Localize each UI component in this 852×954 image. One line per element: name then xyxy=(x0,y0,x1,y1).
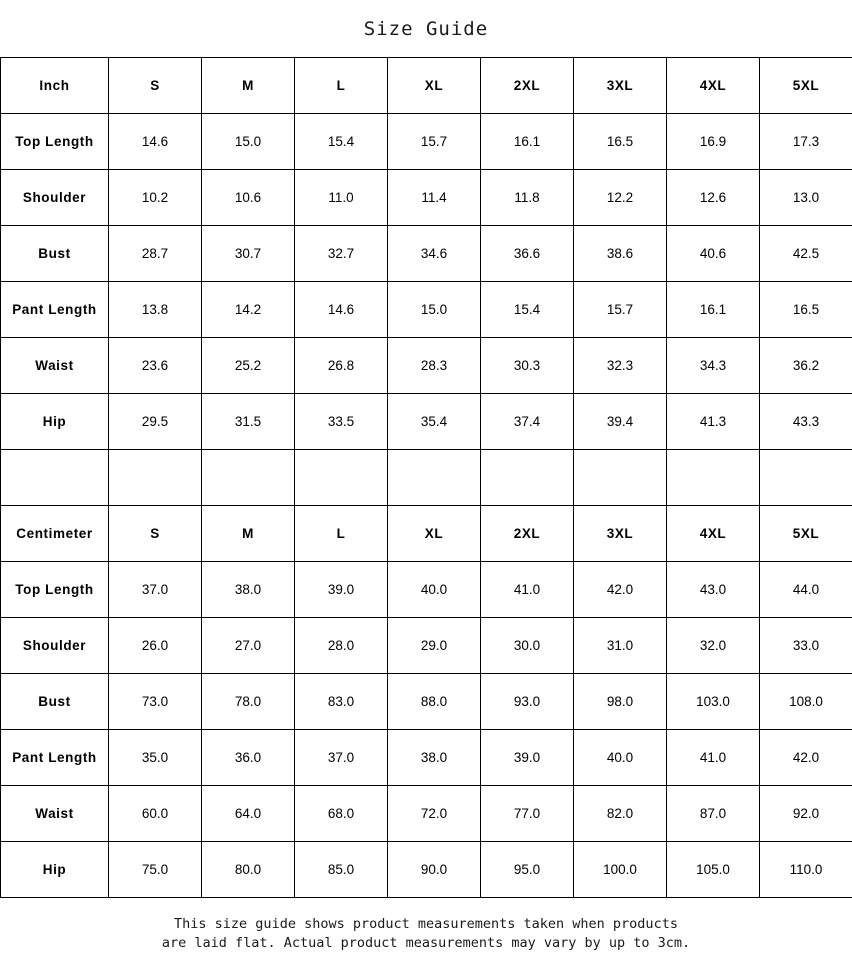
cell-value: 17.3 xyxy=(760,113,852,169)
cell-value: 39.0 xyxy=(295,561,388,617)
cell-value: 85.0 xyxy=(295,841,388,897)
table-row xyxy=(1,225,852,281)
cell-value: 25.2 xyxy=(202,337,295,393)
cell-value: 38.0 xyxy=(388,729,481,785)
cell-value: 32.3 xyxy=(574,337,667,393)
column-header-4xl: 4XL xyxy=(667,505,760,561)
cell-value: 23.6 xyxy=(109,337,202,393)
cell-value: 90.0 xyxy=(388,841,481,897)
cell-value: 88.0 xyxy=(388,673,481,729)
cell-value: 95.0 xyxy=(481,841,574,897)
cell-value: 15.7 xyxy=(574,281,667,337)
cell-value: 100.0 xyxy=(574,841,667,897)
spacer-cell xyxy=(760,449,852,505)
cell-value: 26.0 xyxy=(109,617,202,673)
column-header-5xl: 5XL xyxy=(760,57,852,113)
cell-value: 41.0 xyxy=(667,729,760,785)
column-header-3xl: 3XL xyxy=(574,57,667,113)
unit-label-inch: Inch xyxy=(1,57,109,113)
footer-note xyxy=(0,898,852,954)
cell-value: 41.0 xyxy=(481,561,574,617)
cell-value: 11.4 xyxy=(388,169,481,225)
cell-value: 35.4 xyxy=(388,393,481,449)
cell-value: 40.0 xyxy=(574,729,667,785)
row-label: Pant Length xyxy=(1,281,109,337)
cell-value: 30.0 xyxy=(481,617,574,673)
cell-value: 14.2 xyxy=(202,281,295,337)
spacer-cell xyxy=(574,449,667,505)
cell-value: 28.0 xyxy=(295,617,388,673)
cell-value: 37.0 xyxy=(109,561,202,617)
cell-value: 12.2 xyxy=(574,169,667,225)
cell-value: 13.8 xyxy=(109,281,202,337)
cell-value: 28.7 xyxy=(109,225,202,281)
row-label: Top Length xyxy=(1,561,109,617)
cell-value: 98.0 xyxy=(574,673,667,729)
cell-value: 35.0 xyxy=(109,729,202,785)
cell-value: 32.0 xyxy=(667,617,760,673)
column-header-5xl: 5XL xyxy=(760,505,852,561)
cell-value: 37.0 xyxy=(295,729,388,785)
column-header-2xl: 2XL xyxy=(481,57,574,113)
cell-value: 110.0 xyxy=(760,841,852,897)
cell-value: 103.0 xyxy=(667,673,760,729)
table-row xyxy=(1,169,852,225)
cell-value: 15.7 xyxy=(388,113,481,169)
cell-value: 11.0 xyxy=(295,169,388,225)
cell-value: 29.0 xyxy=(388,617,481,673)
column-header-m: M xyxy=(202,57,295,113)
cell-value: 33.0 xyxy=(760,617,852,673)
cell-value: 31.5 xyxy=(202,393,295,449)
cell-value: 40.0 xyxy=(388,561,481,617)
cell-value: 42.0 xyxy=(574,561,667,617)
cell-value: 36.6 xyxy=(481,225,574,281)
cell-value: 39.0 xyxy=(481,729,574,785)
column-header-s: S xyxy=(109,505,202,561)
cell-value: 92.0 xyxy=(760,785,852,841)
row-label: Top Length xyxy=(1,113,109,169)
cell-value: 41.3 xyxy=(667,393,760,449)
row-label: Bust xyxy=(1,225,109,281)
cell-value: 44.0 xyxy=(760,561,852,617)
cell-value: 72.0 xyxy=(388,785,481,841)
cell-value: 43.3 xyxy=(760,393,852,449)
table-header-row-centimeter xyxy=(1,505,852,561)
cell-value: 30.3 xyxy=(481,337,574,393)
column-header-l: L xyxy=(295,57,388,113)
column-header-m: M xyxy=(202,505,295,561)
cell-value: 73.0 xyxy=(109,673,202,729)
cell-value: 38.6 xyxy=(574,225,667,281)
table-header-row-inch xyxy=(1,57,852,113)
cell-value: 16.9 xyxy=(667,113,760,169)
row-label: Hip xyxy=(1,393,109,449)
spacer-cell xyxy=(388,449,481,505)
cell-value: 108.0 xyxy=(760,673,852,729)
cell-value: 77.0 xyxy=(481,785,574,841)
cell-value: 38.0 xyxy=(202,561,295,617)
cell-value: 36.0 xyxy=(202,729,295,785)
cell-value: 11.8 xyxy=(481,169,574,225)
cell-value: 64.0 xyxy=(202,785,295,841)
row-label: Bust xyxy=(1,673,109,729)
cell-value: 16.1 xyxy=(667,281,760,337)
cell-value: 32.7 xyxy=(295,225,388,281)
cell-value: 42.0 xyxy=(760,729,852,785)
cell-value: 37.4 xyxy=(481,393,574,449)
column-header-4xl: 4XL xyxy=(667,57,760,113)
table-row xyxy=(1,281,852,337)
size-guide-table xyxy=(0,57,852,898)
spacer-cell xyxy=(481,449,574,505)
cell-value: 16.1 xyxy=(481,113,574,169)
spacer-cell xyxy=(109,449,202,505)
cell-value: 36.2 xyxy=(760,337,852,393)
spacer-cell xyxy=(295,449,388,505)
cell-value: 75.0 xyxy=(109,841,202,897)
table-row xyxy=(1,785,852,841)
table-row xyxy=(1,729,852,785)
cell-value: 34.3 xyxy=(667,337,760,393)
cell-value: 13.0 xyxy=(760,169,852,225)
footer-note-line1: This size guide shows product measurements taken when products xyxy=(174,915,678,932)
cell-value: 80.0 xyxy=(202,841,295,897)
table-row xyxy=(1,841,852,897)
table-row xyxy=(1,561,852,617)
cell-value: 14.6 xyxy=(109,113,202,169)
row-label: Waist xyxy=(1,337,109,393)
cell-value: 14.6 xyxy=(295,281,388,337)
cell-value: 29.5 xyxy=(109,393,202,449)
column-header-l: L xyxy=(295,505,388,561)
spacer-cell xyxy=(202,449,295,505)
row-label: Shoulder xyxy=(1,617,109,673)
cell-value: 43.0 xyxy=(667,561,760,617)
cell-value: 27.0 xyxy=(202,617,295,673)
column-header-xl: XL xyxy=(388,505,481,561)
cell-value: 16.5 xyxy=(574,113,667,169)
cell-value: 93.0 xyxy=(481,673,574,729)
cell-value: 40.6 xyxy=(667,225,760,281)
cell-value: 15.4 xyxy=(481,281,574,337)
row-label: Pant Length xyxy=(1,729,109,785)
cell-value: 78.0 xyxy=(202,673,295,729)
cell-value: 68.0 xyxy=(295,785,388,841)
column-header-2xl: 2XL xyxy=(481,505,574,561)
table-row xyxy=(1,673,852,729)
cell-value: 10.6 xyxy=(202,169,295,225)
cell-value: 28.3 xyxy=(388,337,481,393)
cell-value: 87.0 xyxy=(667,785,760,841)
table-row xyxy=(1,337,852,393)
cell-value: 34.6 xyxy=(388,225,481,281)
table-row xyxy=(1,393,852,449)
column-header-s: S xyxy=(109,57,202,113)
table-row xyxy=(1,617,852,673)
cell-value: 31.0 xyxy=(574,617,667,673)
page-title: Size Guide xyxy=(363,18,489,40)
table-spacer-row xyxy=(1,449,852,505)
cell-value: 83.0 xyxy=(295,673,388,729)
cell-value: 33.5 xyxy=(295,393,388,449)
row-label: Shoulder xyxy=(1,169,109,225)
cell-value: 42.5 xyxy=(760,225,852,281)
cell-value: 15.0 xyxy=(202,113,295,169)
cell-value: 30.7 xyxy=(202,225,295,281)
footer-note-line2: are laid flat. Actual product measurements may vary by up to 3cm. xyxy=(161,935,691,952)
spacer-cell xyxy=(667,449,760,505)
cell-value: 26.8 xyxy=(295,337,388,393)
cell-value: 12.6 xyxy=(667,169,760,225)
cell-value: 15.4 xyxy=(295,113,388,169)
cell-value: 60.0 xyxy=(109,785,202,841)
row-label: Waist xyxy=(1,785,109,841)
unit-label-centimeter: Centimeter xyxy=(1,505,109,561)
spacer-cell xyxy=(1,449,109,505)
cell-value: 82.0 xyxy=(574,785,667,841)
column-header-3xl: 3XL xyxy=(574,505,667,561)
row-label: Hip xyxy=(1,841,109,897)
cell-value: 10.2 xyxy=(109,169,202,225)
table-row xyxy=(1,113,852,169)
cell-value: 16.5 xyxy=(760,281,852,337)
cell-value: 105.0 xyxy=(667,841,760,897)
cell-value: 39.4 xyxy=(574,393,667,449)
column-header-xl: XL xyxy=(388,57,481,113)
cell-value: 15.0 xyxy=(388,281,481,337)
